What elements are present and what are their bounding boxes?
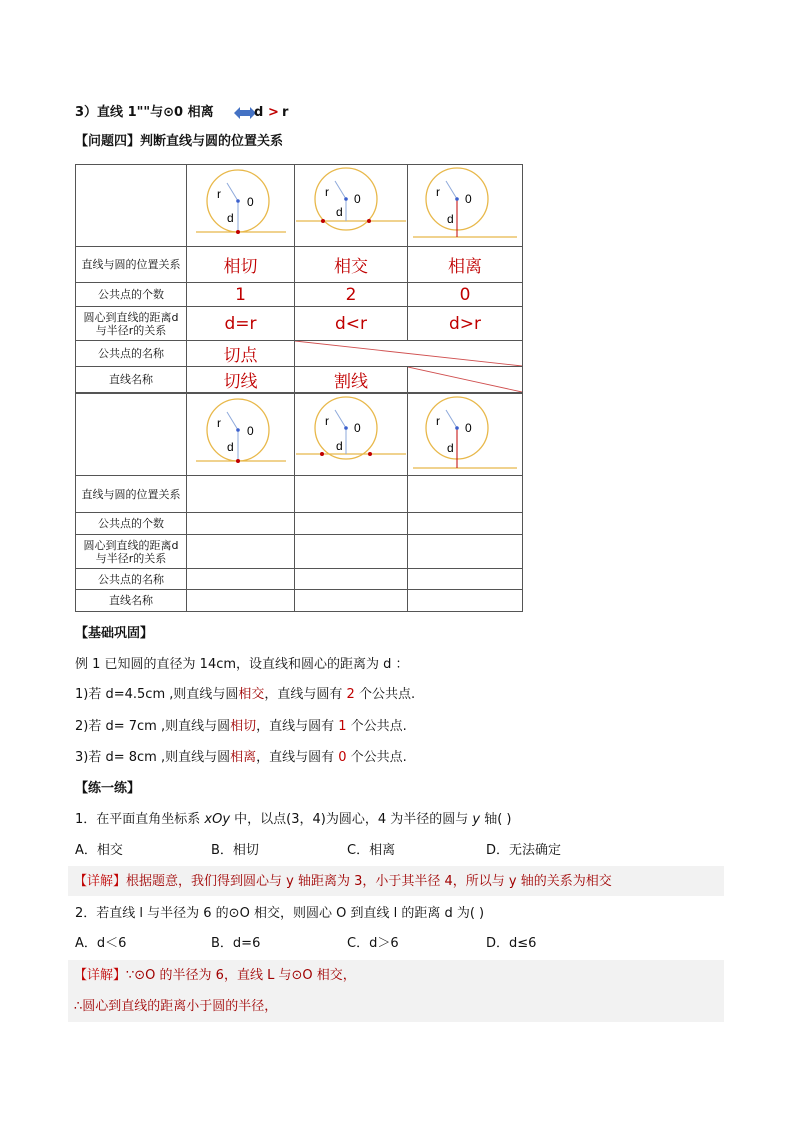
heading-d: d [254,105,264,120]
svg-text:d: d [447,212,454,226]
svg-text:d: d [336,439,343,453]
q1-stem: 1．在平面直角坐标系 xOy 中，以点(3，4)为圆心，4 为半径的圆与 y 轴( ) [75,812,512,827]
row2-label-point-name: 公共点的名称 [76,569,187,590]
point-name-crossed [295,341,523,367]
row-label-relation: 直线与圆的位置关系 [76,247,187,283]
example1-intro: 例 1 已知圆的直径为 14cm，设直线和圆心的距离为 d ： [75,657,409,672]
svg-text:0: 0 [465,421,472,435]
label-r: r [216,187,221,201]
line-name-crossed [408,367,523,393]
row2-label-d-vs-r: 圆心到直线的距离d与半径r的关系 [76,535,187,569]
blank-cell[interactable] [187,476,295,513]
svg-text:d: d [226,440,234,454]
question4-title: 【问题四】判断直线与圆的位置关系 [75,134,284,149]
svg-text:r: r [436,414,440,428]
heading-line-3 [75,104,214,122]
q1-detail: 【详解】根据题意，我们得到圆心与 y 轴距离为 3，小于其半径 4，所以与 y 轴的关系为相交 [74,874,612,889]
answer-count-3: 0 [459,284,471,305]
practice-title: 【练一练】 [75,781,141,796]
svg-text:0: 0 [354,192,361,206]
answer-fill: 相交 [238,687,265,702]
heading-r: r [282,105,289,120]
answer-fill: 2 [346,687,355,702]
example1-item-2: 2)若 d= 7cm ,则直线与圆相切，直线与圆有 1 个公共点. [75,719,407,734]
blank-cell[interactable] [187,535,295,569]
row-label-count: 公共点的个数 [76,283,187,307]
diagram-tangent [187,165,295,247]
q2-detail-box [68,960,724,1022]
q2-detail-line1: 【详解】∵⊙O 的半径为 6，直线 L 与⊙O 相交， [74,968,356,983]
row2-label-count: 公共点的个数 [76,513,187,535]
svg-text:r: r [325,414,329,428]
basic-title: 【基础巩固】 [75,626,154,641]
table1-corner [76,165,187,247]
diagram2-intersect [295,394,408,476]
q1-option-b[interactable]: B．相切 [211,843,259,858]
answer-count-1: 1 [235,284,246,305]
q2-option-c[interactable]: C．d＞6 [347,936,399,951]
blank-cell[interactable] [187,569,295,590]
diagram2-tangent [187,394,295,476]
relation-table-blank [75,393,523,612]
svg-text:r: r [325,185,329,199]
row-label-point-name: 公共点的名称 [76,341,187,367]
blank-cell[interactable] [295,569,408,590]
row2-label-line-name: 直线名称 [76,590,187,612]
row2-label-relation: 直线与圆的位置关系 [76,476,187,513]
answer-line-name-1: 切线 [223,372,258,392]
diagram-intersect [295,165,408,247]
answer-dr-2: d<r [334,313,368,334]
blank-cell[interactable] [187,590,295,612]
blank-cell[interactable] [408,476,523,513]
q2-option-d[interactable]: D．d≤6 [486,936,537,951]
svg-text:r: r [216,416,221,430]
q2-detail-line2: ∴圆心到直线的距离小于圆的半径， [74,999,278,1014]
diagram2-separate [408,394,523,476]
diagram-separate [408,165,523,247]
q2-option-a[interactable]: A．d＜6 [75,936,127,951]
svg-text:d: d [336,205,343,219]
answer-line-name-2: 割线 [334,372,368,392]
example1-item-1: 1)若 d=4.5cm ,则直线与圆相交，直线与圆有 2 个公共点. [75,687,416,702]
relation-table-filled [75,164,523,393]
q1-option-a[interactable]: A．相交 [75,843,123,858]
answer-dr-1: d=r [224,313,257,334]
answer-fill: 相离 [230,750,257,765]
answer-relation-1: 相切 [223,257,258,277]
detail-tag: 【详解】 [74,968,127,983]
double-arrow-icon [234,105,256,119]
heading-prefix: 3）直线 1""与⊙0 相离 [75,105,214,120]
table2-corner [76,394,187,476]
answer-fill: 0 [338,750,347,765]
q2-option-b[interactable]: B．d=6 [211,936,261,951]
svg-text:0: 0 [246,424,254,438]
svg-text:0: 0 [354,421,361,435]
blank-cell[interactable] [295,513,408,535]
detail-tag: 【详解】 [74,874,127,889]
answer-count-2: 2 [345,284,357,305]
q1-option-c[interactable]: C．相离 [347,843,396,858]
answer-fill: 相切 [230,719,257,734]
blank-cell[interactable] [408,535,523,569]
answer-relation-3: 相离 [448,257,482,277]
example1-item-3: 3)若 d= 8cm ,则直线与圆相离，直线与圆有 0 个公共点. [75,750,407,765]
blank-cell[interactable] [408,513,523,535]
q1-option-d[interactable]: D．无法确定 [486,843,562,858]
svg-text:0: 0 [465,192,472,206]
answer-dr-3: d>r [448,313,482,334]
blank-cell[interactable] [295,535,408,569]
q1-detail-box [68,866,724,896]
svg-text:r: r [436,185,440,199]
answer-fill: 1 [338,719,347,734]
svg-text:d: d [447,441,454,455]
blank-cell[interactable] [295,590,408,612]
blank-cell[interactable] [295,476,408,513]
blank-cell[interactable] [187,513,295,535]
blank-cell[interactable] [408,590,523,612]
label-d: d [226,211,234,225]
answer-point-name-1: 切点 [223,346,258,366]
row-label-d-vs-r: 圆心到直线的距离d与半径r的关系 [76,307,187,341]
q2-stem: 2．若直线 l 与半径为 6 的⊙O 相交，则圆心 O 到直线 l 的距离 d 为( ) [75,906,485,921]
label-o: 0 [246,195,254,209]
row-label-line-name: 直线名称 [76,367,187,393]
answer-relation-2: 相交 [334,257,368,277]
heading-gt: > [268,105,279,120]
blank-cell[interactable] [408,569,523,590]
